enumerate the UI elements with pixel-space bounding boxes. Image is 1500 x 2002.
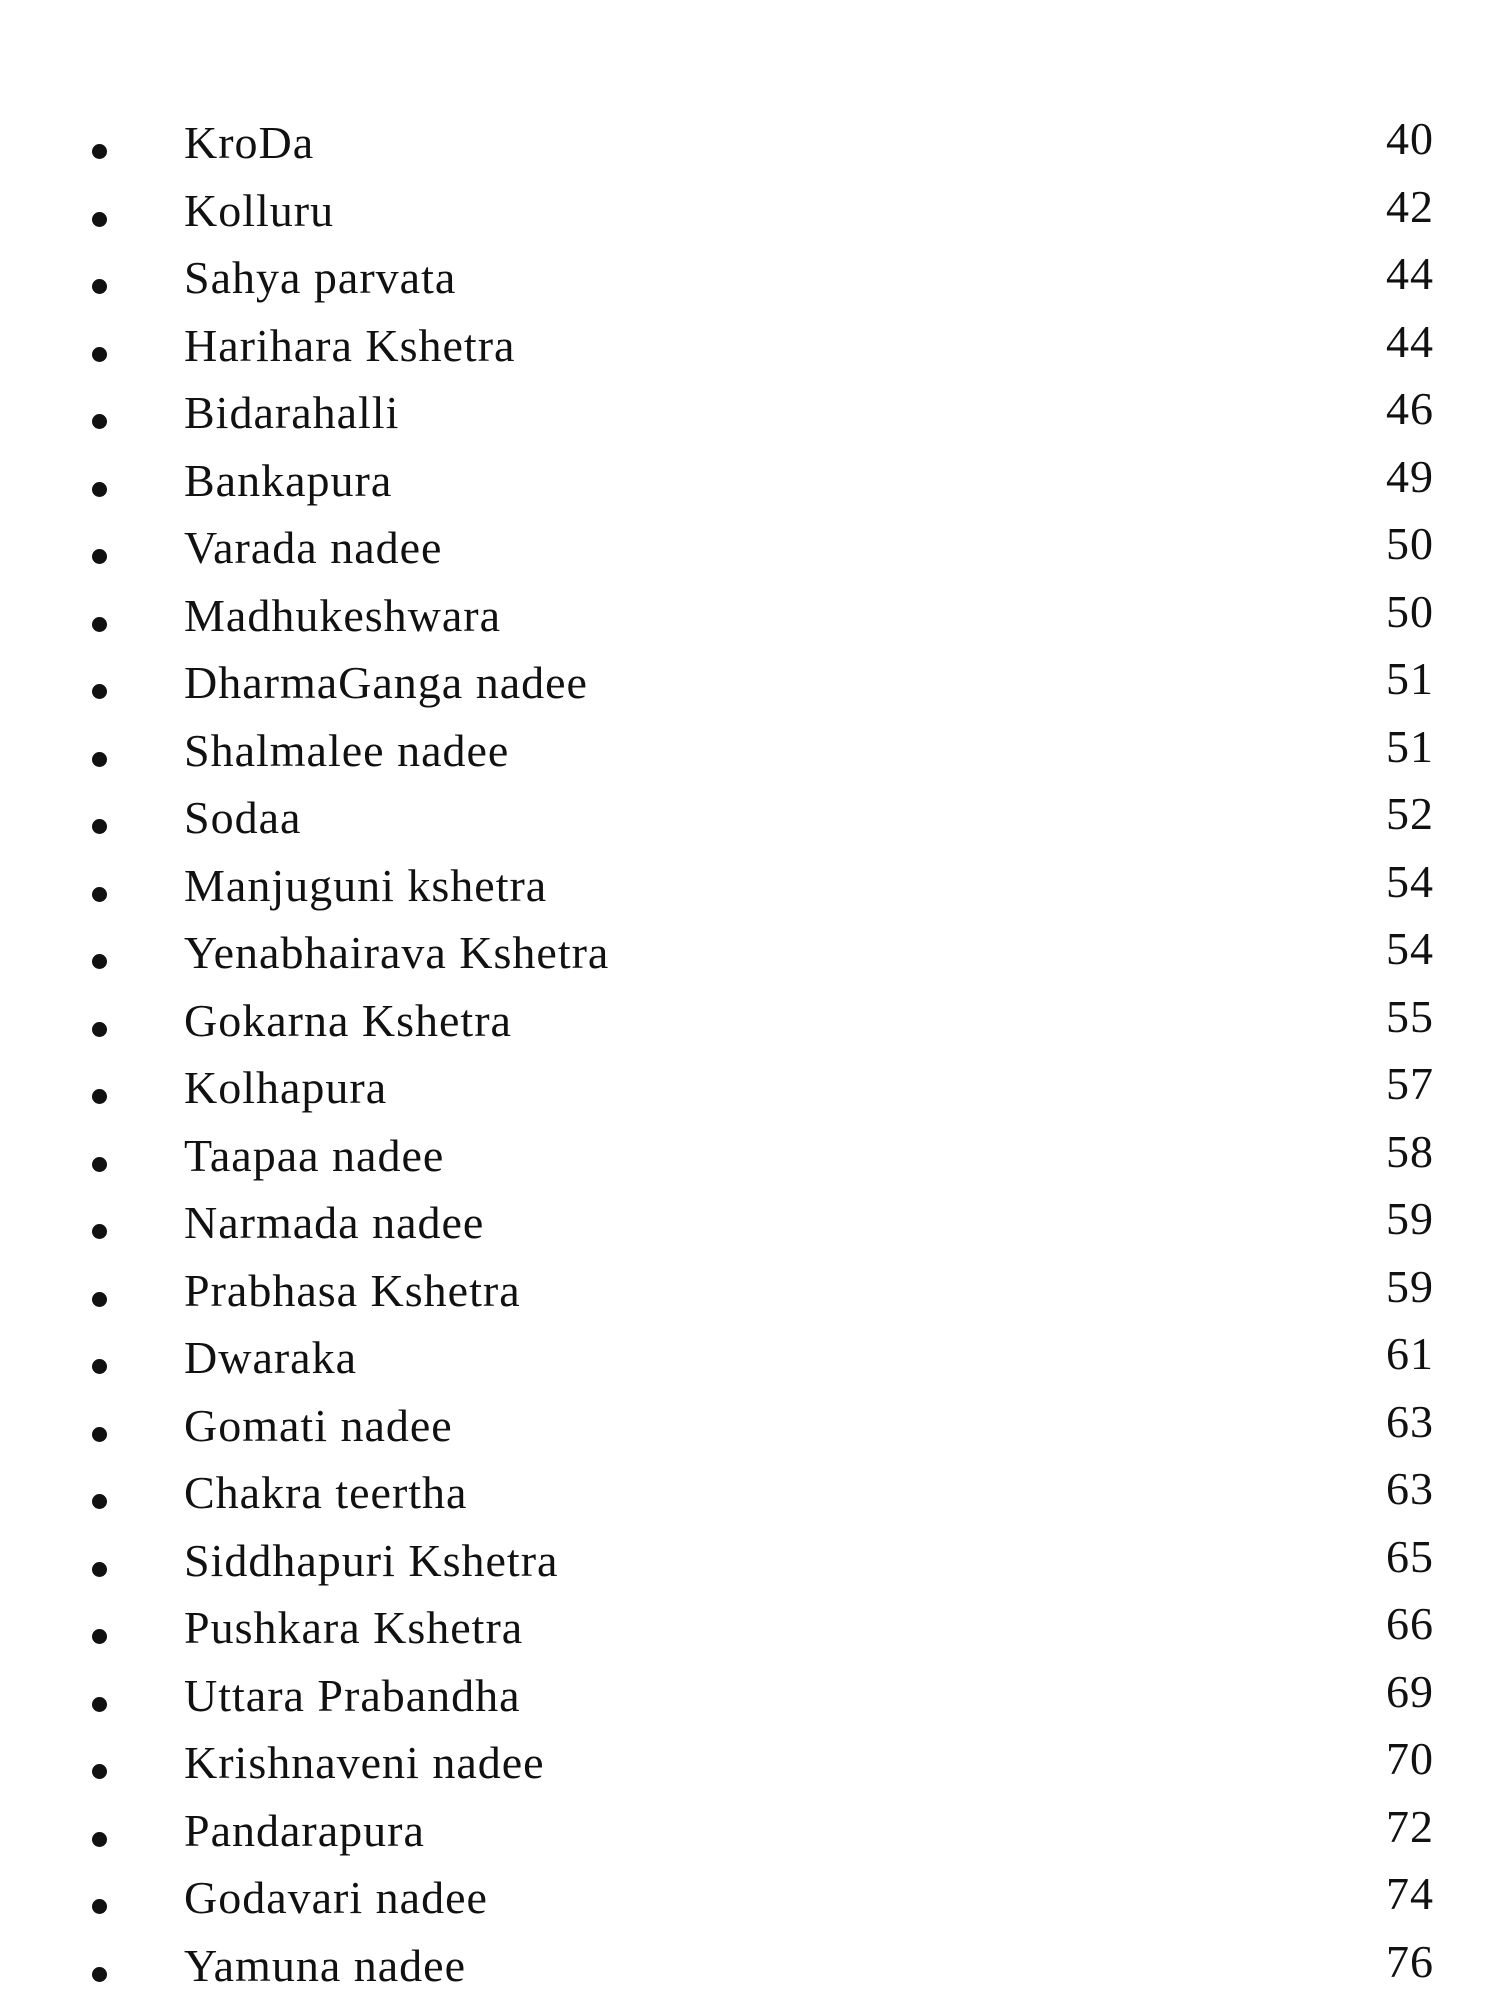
entry-page-number: 49 (1386, 450, 1434, 504)
bullet-icon (92, 1224, 107, 1239)
toc-entry (0, 1260, 1500, 1328)
toc-entry (0, 112, 1500, 180)
toc-entry (0, 1800, 1500, 1868)
bullet-icon (92, 1022, 107, 1037)
entry-title: Harihara Kshetra (184, 319, 515, 373)
toc-entry (0, 1597, 1500, 1665)
entry-title: Kolluru (184, 184, 334, 238)
toc-entry (0, 1395, 1500, 1463)
entry-page-number: 63 (1386, 1395, 1434, 1449)
entry-title: Gomati nadee (184, 1399, 453, 1453)
bullet-icon (92, 1089, 107, 1104)
bullet-icon (92, 1562, 107, 1577)
bullet-icon (92, 1359, 107, 1374)
entry-title: Bidarahalli (184, 386, 399, 440)
toc-entry (0, 1530, 1500, 1598)
bullet-icon (92, 347, 107, 362)
entry-page-number: 55 (1386, 990, 1434, 1044)
entry-title: Pushkara Kshetra (184, 1601, 523, 1655)
entry-page-number: 51 (1386, 720, 1434, 774)
bullet-icon (92, 1697, 107, 1712)
entry-page-number: 59 (1386, 1260, 1434, 1314)
entry-title: Shalmalee nadee (184, 724, 509, 778)
table-of-contents (0, 112, 1500, 2002)
entry-page-number: 66 (1386, 1597, 1434, 1651)
entry-title: KroDa (184, 116, 314, 170)
entry-page-number: 76 (1386, 1935, 1434, 1989)
entry-title: Taapaa nadee (184, 1129, 444, 1183)
entry-title: Narmada nadee (184, 1196, 484, 1250)
bullet-icon (92, 1899, 107, 1914)
toc-entry (0, 652, 1500, 720)
entry-title: Uttara Prabandha (184, 1669, 521, 1723)
entry-title: Yenabhairava Kshetra (184, 926, 609, 980)
entry-title: Prabhasa Kshetra (184, 1264, 521, 1318)
entry-title: Manjuguni kshetra (184, 859, 547, 913)
entry-page-number: 52 (1386, 787, 1434, 841)
toc-entry (0, 1732, 1500, 1800)
entry-page-number: 70 (1386, 1732, 1434, 1786)
toc-entry (0, 450, 1500, 518)
bullet-icon (92, 1292, 107, 1307)
entry-title: Yamuna nadee (184, 1939, 466, 1993)
entry-title: DharmaGanga nadee (184, 656, 588, 710)
toc-entry (0, 1665, 1500, 1733)
entry-title: Sodaa (184, 791, 301, 845)
entry-title: Madhukeshwara (184, 589, 501, 643)
toc-entry (0, 1125, 1500, 1193)
toc-entry (0, 382, 1500, 450)
toc-entry (0, 922, 1500, 990)
toc-entry (0, 1327, 1500, 1395)
entry-title: Bankapura (184, 454, 392, 508)
entry-page-number: 57 (1386, 1057, 1434, 1111)
toc-entry (0, 315, 1500, 383)
entry-title: Chakra teertha (184, 1466, 467, 1520)
toc-entry (0, 1867, 1500, 1935)
bullet-icon (92, 617, 107, 632)
entry-page-number: 59 (1386, 1192, 1434, 1246)
entry-page-number: 69 (1386, 1665, 1434, 1719)
entry-page-number: 58 (1386, 1125, 1434, 1179)
entry-page-number: 50 (1386, 517, 1434, 571)
entry-page-number: 74 (1386, 1867, 1434, 1921)
entry-title: Krishnaveni nadee (184, 1736, 545, 1790)
bullet-icon (92, 144, 107, 159)
bullet-icon (92, 1764, 107, 1779)
entry-page-number: 46 (1386, 382, 1434, 436)
entry-title: Gokarna Kshetra (184, 994, 512, 1048)
toc-entry (0, 585, 1500, 653)
toc-entry (0, 855, 1500, 923)
bullet-icon (92, 482, 107, 497)
toc-entry (0, 517, 1500, 585)
entry-page-number: 44 (1386, 247, 1434, 301)
bullet-icon (92, 954, 107, 969)
toc-entry (0, 1462, 1500, 1530)
bullet-icon (92, 1157, 107, 1172)
bullet-icon (92, 549, 107, 564)
bullet-icon (92, 1494, 107, 1509)
entry-page-number: 72 (1386, 1800, 1434, 1854)
entry-page-number: 42 (1386, 180, 1434, 234)
bullet-icon (92, 684, 107, 699)
entry-title: Sahya parvata (184, 251, 456, 305)
toc-entry (0, 720, 1500, 788)
entry-page-number: 44 (1386, 315, 1434, 369)
toc-entry (0, 1935, 1500, 2002)
bullet-icon (92, 752, 107, 767)
bullet-icon (92, 414, 107, 429)
bullet-icon (92, 1967, 107, 1982)
entry-title: Dwaraka (184, 1331, 357, 1385)
entry-page-number: 63 (1386, 1462, 1434, 1516)
entry-page-number: 61 (1386, 1327, 1434, 1381)
entry-title: Godavari nadee (184, 1871, 488, 1925)
entry-page-number: 54 (1386, 855, 1434, 909)
toc-entry (0, 247, 1500, 315)
entry-page-number: 54 (1386, 922, 1434, 976)
entry-page-number: 40 (1386, 112, 1434, 166)
entry-title: Pandarapura (184, 1804, 425, 1858)
toc-entry (0, 990, 1500, 1058)
entry-page-number: 65 (1386, 1530, 1434, 1584)
bullet-icon (92, 279, 107, 294)
entry-title: Kolhapura (184, 1061, 387, 1115)
bullet-icon (92, 887, 107, 902)
bullet-icon (92, 1629, 107, 1644)
bullet-icon (92, 1832, 107, 1847)
toc-entry (0, 787, 1500, 855)
toc-entry (0, 180, 1500, 248)
bullet-icon (92, 212, 107, 227)
entry-page-number: 50 (1386, 585, 1434, 639)
entry-page-number: 51 (1386, 652, 1434, 706)
bullet-icon (92, 1427, 107, 1442)
entry-title: Varada nadee (184, 521, 442, 575)
bullet-icon (92, 819, 107, 834)
entry-title: Siddhapuri Kshetra (184, 1534, 558, 1588)
toc-entry (0, 1057, 1500, 1125)
toc-entry (0, 1192, 1500, 1260)
